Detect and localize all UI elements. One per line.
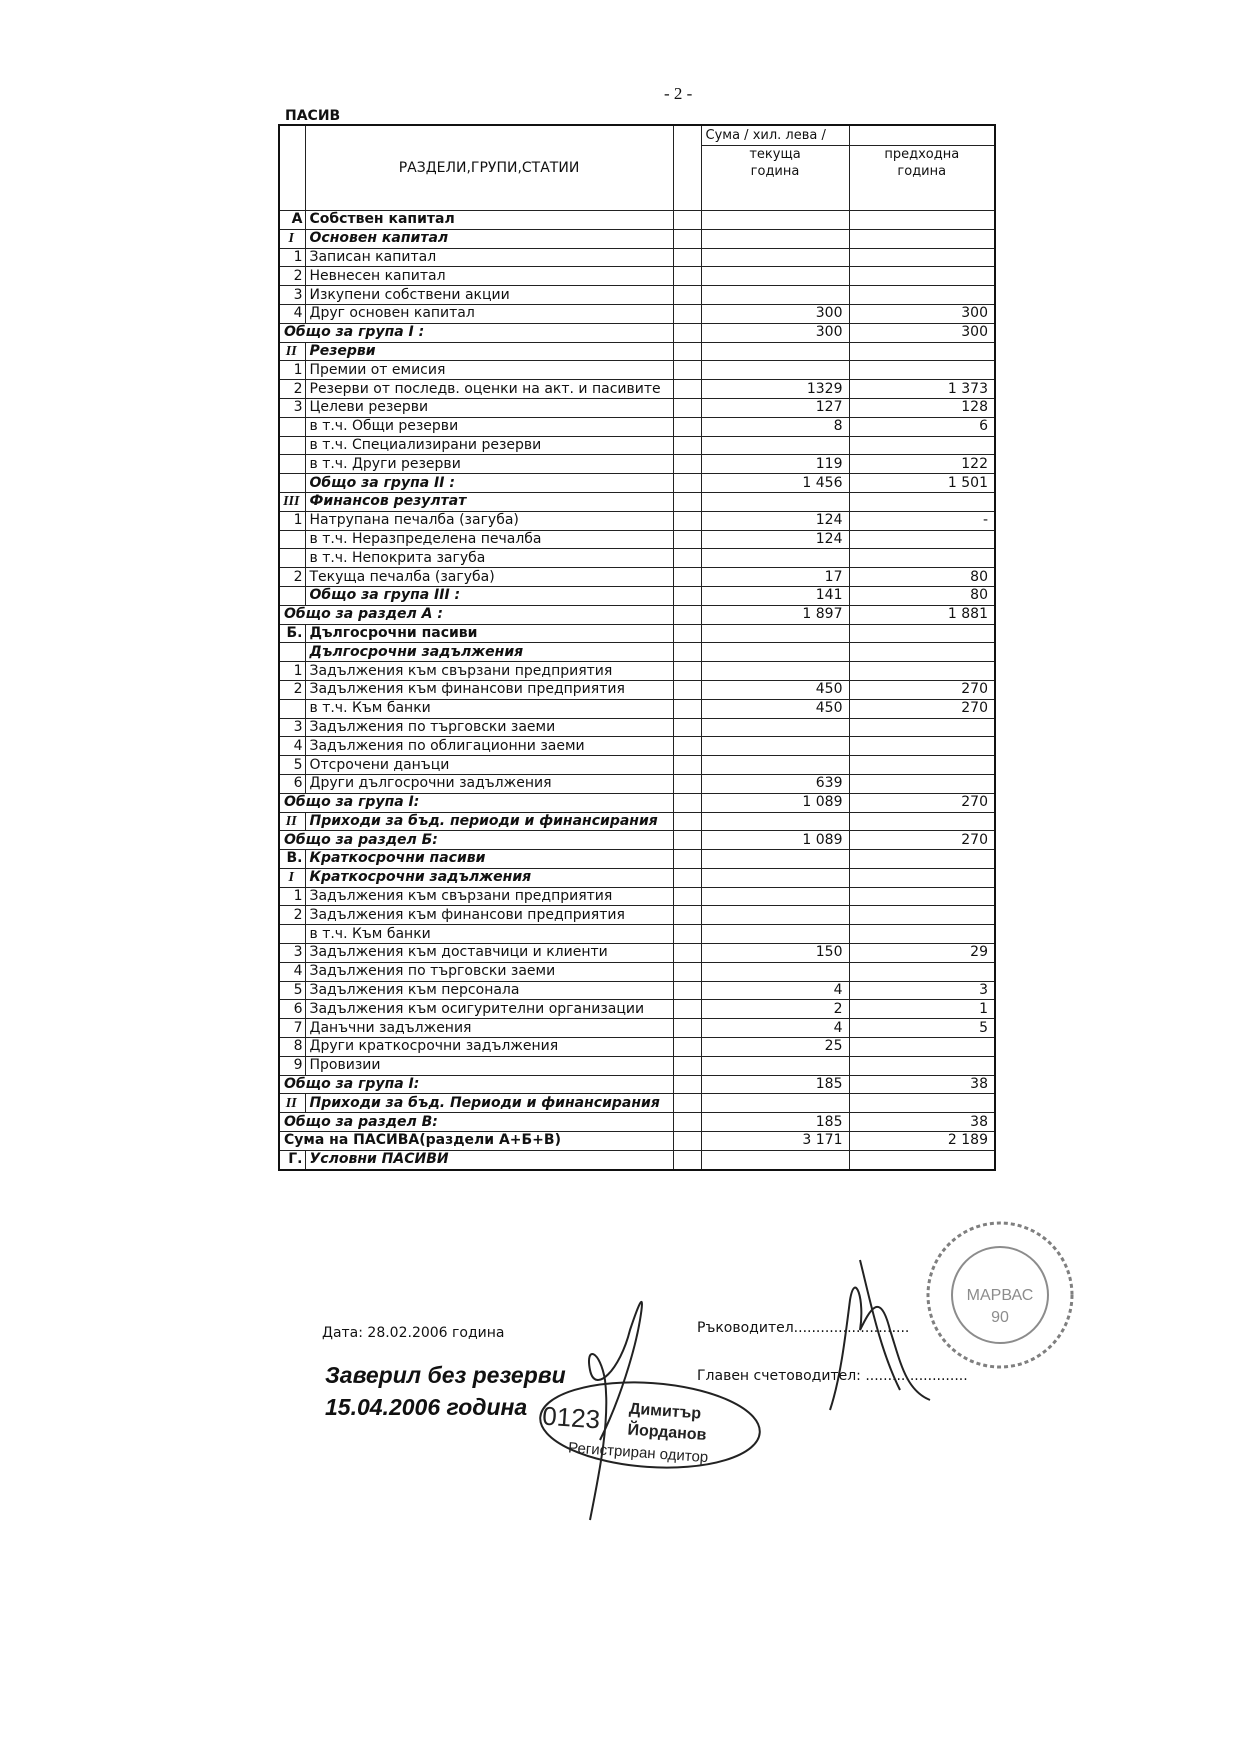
previous-year-value: 122 <box>849 455 995 474</box>
current-year-value: 141 <box>701 586 849 605</box>
row-number: 1 <box>279 248 305 267</box>
previous-year-value: 80 <box>849 568 995 587</box>
auditor-number: 0123 <box>541 1400 602 1435</box>
row-label: в т.ч. Към банки <box>305 699 673 718</box>
row-label: Приходи за бъд. периоди и финансирания <box>305 812 673 831</box>
row-number: 2 <box>279 568 305 587</box>
row-label: Краткосрочни пасиви <box>305 850 673 869</box>
row-number: 4 <box>279 304 305 323</box>
current-year-value: 185 <box>701 1113 849 1132</box>
row-label: Общо за група II : <box>305 474 673 493</box>
row-number: 1 <box>279 887 305 906</box>
row-number: 8 <box>279 1038 305 1057</box>
row-label: Текуща печалба (загуба) <box>305 568 673 587</box>
auditor-name-2: Йорданов <box>627 1421 707 1444</box>
amount-header: Сума / хил. лева / <box>701 125 849 146</box>
row-number: 2 <box>279 267 305 286</box>
previous-year-value: 1 <box>849 1000 995 1019</box>
row-label: Изкупени собствени акции <box>305 286 673 305</box>
auditor-title: Регистриран одитор <box>567 1439 709 1467</box>
row-number: 2 <box>279 380 305 399</box>
row-label: Резерви <box>305 342 673 361</box>
row-number: В. <box>279 850 305 869</box>
row-label: Записан капитал <box>305 248 673 267</box>
previous-year-value: 270 <box>849 680 995 699</box>
current-year-value: 17 <box>701 568 849 587</box>
page-heading: ПАСИВ <box>285 108 341 124</box>
row-label: Задължения към осигурителни организации <box>305 1000 673 1019</box>
row-label: в т.ч. Към банки <box>305 925 673 944</box>
row-number: 3 <box>279 286 305 305</box>
row-label: Дългосрочни задължения <box>305 643 673 662</box>
current-year-value: 1329 <box>701 380 849 399</box>
current-year-value: 2 <box>701 1000 849 1019</box>
row-number: 7 <box>279 1019 305 1038</box>
previous-year-value: 2 189 <box>849 1132 995 1151</box>
manager-signature-line: Ръководител.......................... <box>697 1320 910 1336</box>
auditor-stamp <box>537 1375 762 1474</box>
previous-year-value: 270 <box>849 831 995 850</box>
row-number: III <box>279 492 305 511</box>
row-label: Други краткосрочни задължения <box>305 1038 673 1057</box>
row-number: 3 <box>279 718 305 737</box>
row-number: II <box>279 342 305 361</box>
row-label: Задължения по облигационни заеми <box>305 737 673 756</box>
row-label: Общо за група I: <box>279 793 673 812</box>
row-label: Задължения по търговски заеми <box>305 718 673 737</box>
row-label: Задължения към свързани предприятия <box>305 662 673 681</box>
previous-year-value: 5 <box>849 1019 995 1038</box>
current-year-value: 1 897 <box>701 605 849 624</box>
current-year-value: 4 <box>701 981 849 1000</box>
row-number: 5 <box>279 756 305 775</box>
accountant-signature-line: Главен счетоводител: ....................... <box>697 1368 968 1384</box>
row-label: Задължения към финансови предприятия <box>305 680 673 699</box>
row-label: Краткосрочни задължения <box>305 868 673 887</box>
row-number: Г. <box>279 1150 305 1169</box>
row-number: 6 <box>279 1000 305 1019</box>
row-label: Целеви резерви <box>305 398 673 417</box>
current-year-label-2: година <box>750 164 800 179</box>
row-number: II <box>279 812 305 831</box>
previous-year-value: 1 501 <box>849 474 995 493</box>
row-label: Задължения към финансови предприятия <box>305 906 673 925</box>
row-label: Невнесен капитал <box>305 267 673 286</box>
row-number: II <box>279 1094 305 1113</box>
previous-year-value: 38 <box>849 1113 995 1132</box>
row-number: 9 <box>279 1056 305 1075</box>
row-label: Задължения към персонала <box>305 981 673 1000</box>
row-label: Натрупана печалба (загуба) <box>305 511 673 530</box>
row-number: I <box>279 868 305 887</box>
sections-header: РАЗДЕЛИ,ГРУПИ,СТАТИИ <box>305 125 673 211</box>
page-number: - 2 - <box>664 84 693 103</box>
current-year-value: 127 <box>701 398 849 417</box>
current-year-value: 4 <box>701 1019 849 1038</box>
row-label: Други дългосрочни задължения <box>305 774 673 793</box>
row-number: Б. <box>279 624 305 643</box>
previous-year-value: - <box>849 511 995 530</box>
previous-year-label-1: предходна <box>884 147 960 162</box>
row-label: Отсрочени данъци <box>305 756 673 775</box>
previous-year-value: 270 <box>849 793 995 812</box>
row-label: в т.ч. Други резерви <box>305 455 673 474</box>
row-label: Приходи за бъд. Периоди и финансирания <box>305 1094 673 1113</box>
current-year-value: 300 <box>701 323 849 342</box>
row-number: 4 <box>279 962 305 981</box>
previous-year-value: 270 <box>849 699 995 718</box>
row-label: Задължения към доставчици и клиенти <box>305 944 673 963</box>
current-year-label-1: текуща <box>749 147 801 162</box>
row-number: 1 <box>279 662 305 681</box>
current-year-value: 8 <box>701 417 849 436</box>
current-year-value: 450 <box>701 699 849 718</box>
row-label: Задължения по търговски заеми <box>305 962 673 981</box>
previous-year-value: 300 <box>849 323 995 342</box>
row-label: Задължения към свързани предприятия <box>305 887 673 906</box>
row-label: Финансов резултат <box>305 492 673 511</box>
row-number: А <box>279 211 305 230</box>
previous-year-value: 300 <box>849 304 995 323</box>
row-number: 2 <box>279 906 305 925</box>
row-label: Резерви от последв. оценки на акт. и пасивите <box>305 380 673 399</box>
current-year-value: 1 089 <box>701 793 849 812</box>
current-year-value: 150 <box>701 944 849 963</box>
row-number: 6 <box>279 774 305 793</box>
row-number: 5 <box>279 981 305 1000</box>
previous-year-value: 80 <box>849 586 995 605</box>
current-year-value: 1 456 <box>701 474 849 493</box>
row-label: Премии от емисия <box>305 361 673 380</box>
previous-year-label-2: година <box>897 164 947 179</box>
row-label: Общо за група I: <box>279 1075 673 1094</box>
seal-center-text: МАРВАС <box>966 1287 1034 1304</box>
row-label: в т.ч. Общи резерви <box>305 417 673 436</box>
row-label: Общо за група I : <box>279 323 673 342</box>
current-year-value: 1 089 <box>701 831 849 850</box>
previous-year-value: 38 <box>849 1075 995 1094</box>
row-label: в т.ч. Неразпределена печалба <box>305 530 673 549</box>
current-year-value: 124 <box>701 530 849 549</box>
row-label: в т.ч. Непокрита загуба <box>305 549 673 568</box>
row-label: Дългосрочни пасиви <box>305 624 673 643</box>
row-number: I <box>279 229 305 248</box>
certification-text: Заверил без резерви <box>325 1362 566 1388</box>
previous-year-value: 1 881 <box>849 605 995 624</box>
company-seal <box>928 1223 1072 1367</box>
row-label: Условни ПАСИВИ <box>305 1150 673 1169</box>
current-year-value: 639 <box>701 774 849 793</box>
previous-year-value: 29 <box>849 944 995 963</box>
row-label: Общо за раздел А : <box>279 605 673 624</box>
previous-year-value: 1 373 <box>849 380 995 399</box>
row-label: Общо за раздел Б: <box>279 831 673 850</box>
row-number: 3 <box>279 398 305 417</box>
row-number: 1 <box>279 511 305 530</box>
previous-year-value: 128 <box>849 398 995 417</box>
row-number: 4 <box>279 737 305 756</box>
row-label: Провизии <box>305 1056 673 1075</box>
row-number: 1 <box>279 361 305 380</box>
report-date: Дата: 28.02.2006 година <box>322 1325 505 1341</box>
current-year-value: 119 <box>701 455 849 474</box>
seal-center-sub: 90 <box>991 1309 1009 1326</box>
auditor-name-1: Димитър <box>628 1400 702 1423</box>
previous-year-value: 3 <box>849 981 995 1000</box>
current-year-value: 450 <box>701 680 849 699</box>
row-label: Сума на ПАСИВА(раздели А+Б+В) <box>279 1132 673 1151</box>
manager-signature <box>830 1260 930 1410</box>
row-number: 3 <box>279 944 305 963</box>
row-label: в т.ч. Специализирани резерви <box>305 436 673 455</box>
certification-date: 15.04.2006 година <box>325 1394 528 1420</box>
row-label: Общо за раздел В: <box>279 1113 673 1132</box>
current-year-value: 124 <box>701 511 849 530</box>
row-number: 2 <box>279 680 305 699</box>
current-year-value: 3 171 <box>701 1132 849 1151</box>
current-year-value: 185 <box>701 1075 849 1094</box>
row-label: Друг основен капитал <box>305 304 673 323</box>
current-year-value: 300 <box>701 304 849 323</box>
row-label: Данъчни задължения <box>305 1019 673 1038</box>
previous-year-value: 6 <box>849 417 995 436</box>
current-year-value: 25 <box>701 1038 849 1057</box>
row-label: Общо за група III : <box>305 586 673 605</box>
row-label: Основен капитал <box>305 229 673 248</box>
row-label: Собствен капитал <box>305 211 673 230</box>
